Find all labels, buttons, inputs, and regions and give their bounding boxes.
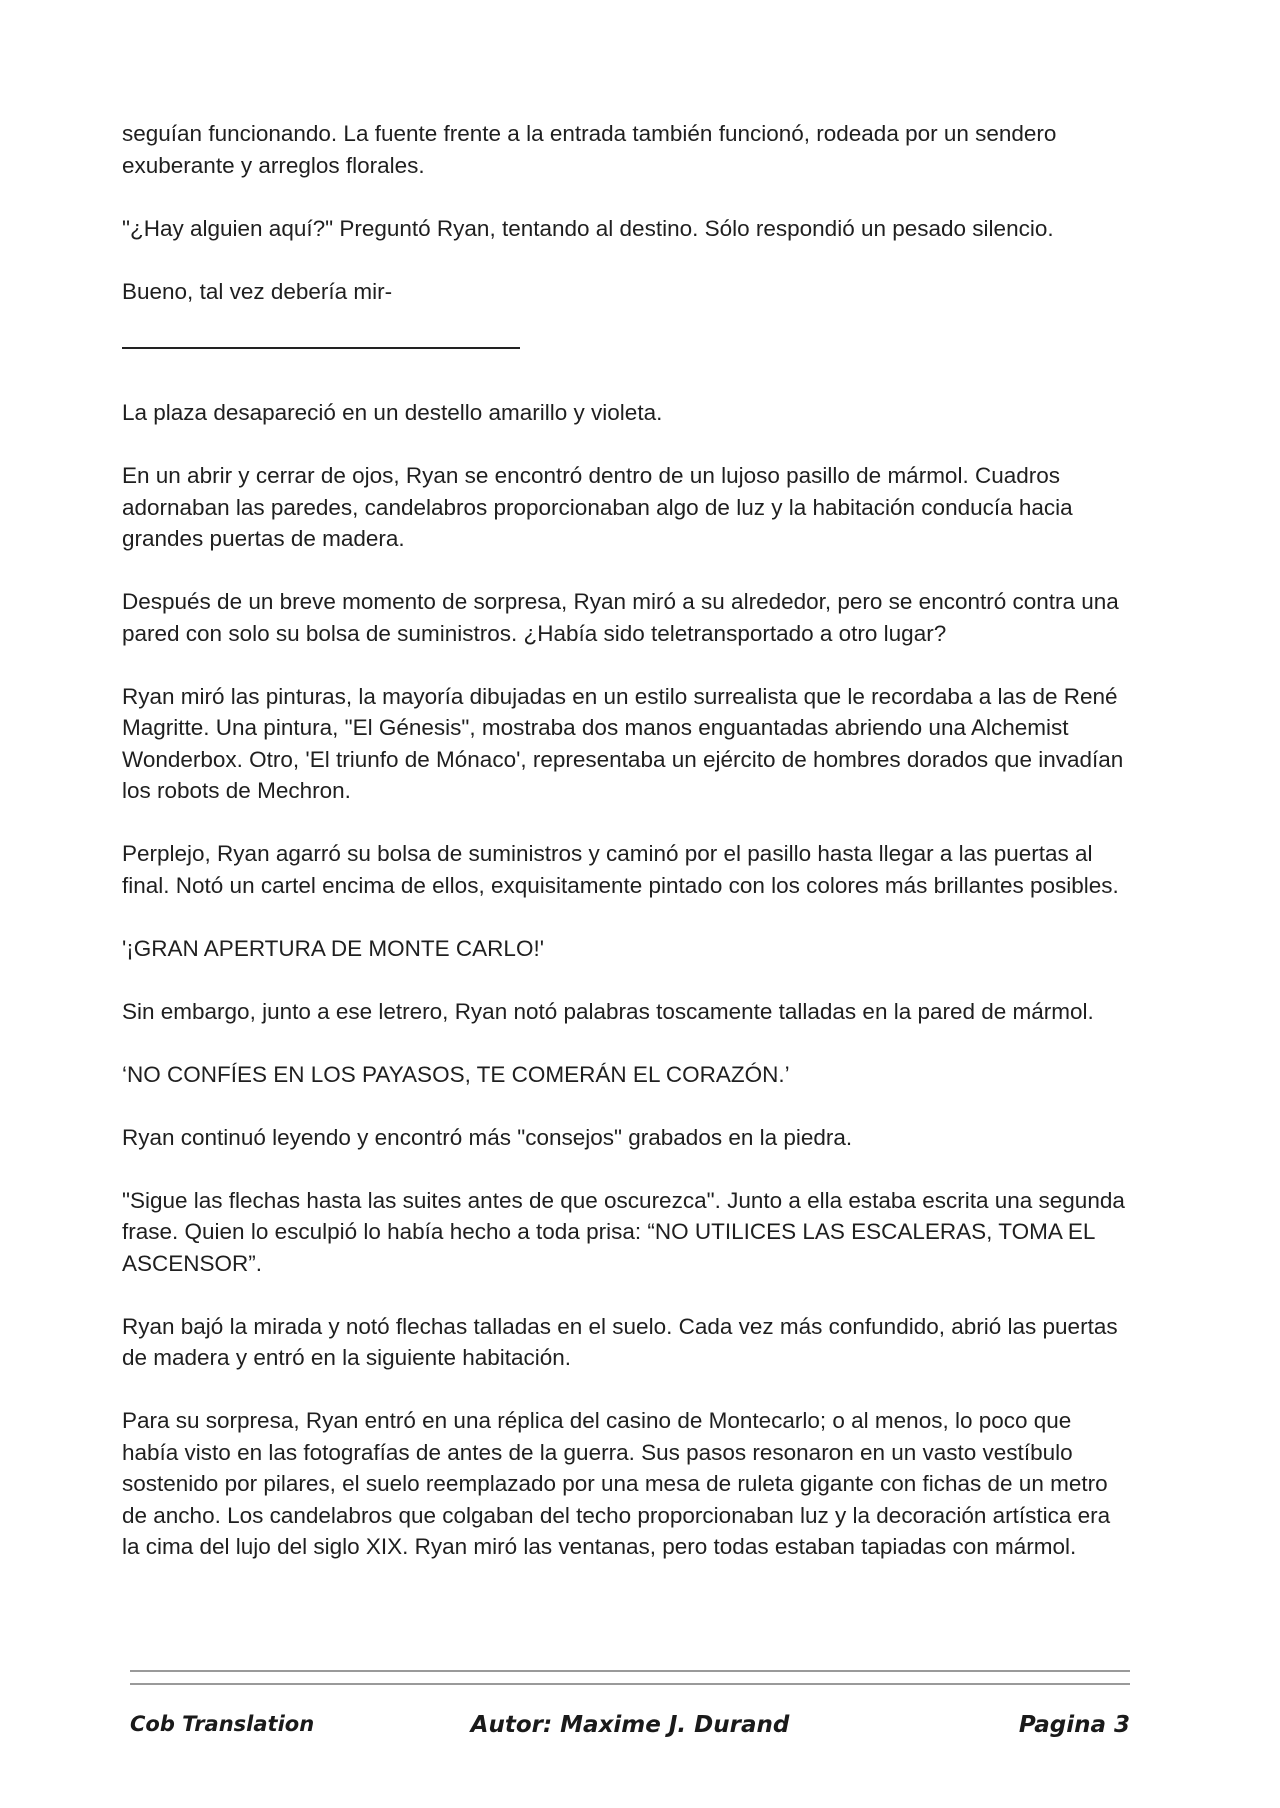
page-body	[122, 118, 1132, 1563]
paragraph: Sin embargo, junto a ese letrero, Ryan notó palabras toscamente talladas en la pared de mármol.	[122, 998, 1094, 1024]
paragraph: ‘NO CONFÍES EN LOS PAYASOS, TE COMERÁN EL CORAZÓN.’	[122, 1061, 790, 1087]
footer-translator: Cob Translation	[130, 1712, 315, 1736]
paragraph: Ryan continuó leyendo y encontró más "consejos" grabados en la piedra.	[122, 1124, 853, 1150]
paragraph: Para su sorpresa, Ryan entró en una réplica del casino de Montecarlo; o al menos, lo poco que había visto en las fotografías de antes de la guerra. Sus pasos resonaron en un vasto vestíbulo sostenido por pilares, el suelo reemplazado por una mesa de ruleta gigante con fichas de un metro de ancho. Los candelabros que colgaban del techo proporcionaban luz y la decoración artística era la cima del lujo del siglo XIX. Ryan miró las ventanas, pero todas estaban tapiadas con mármol.	[122, 1408, 1111, 1559]
paragraph: "Sigue las flechas hasta las suites antes de que oscurezca". Junto a ella estaba escrita una segunda frase. Quien lo esculpió lo había hecho a toda prisa: “NO UTILICES LAS ESCALERAS, TOMA EL ASCENSOR”.	[122, 1187, 1125, 1276]
paragraph: Bueno, tal vez debería mir-	[122, 278, 393, 304]
paragraph: Ryan bajó la mirada y notó flechas talladas en el suelo. Cada vez más confundido, abrió las puertas de madera y entró en la siguiente habitación.	[122, 1313, 1118, 1370]
section-divider	[122, 347, 520, 349]
paragraph: '¡GRAN APERTURA DE MONTE CARLO!'	[122, 935, 544, 961]
footer-author: Autor: Maxime J. Durand	[470, 1712, 790, 1738]
paragraph: "¿Hay alguien aquí?" Preguntó Ryan, tentando al destino. Sólo respondió un pesado silencio.	[122, 215, 1054, 241]
paragraph: En un abrir y cerrar de ojos, Ryan se encontró dentro de un lujoso pasillo de mármol. Cuadros adornaban las paredes, candelabros proporcionaban algo de luz y la habitación conducía hacia grandes puertas de madera.	[122, 463, 1073, 551]
paragraph: La plaza desapareció en un destello amarillo y violeta.	[122, 400, 663, 425]
paragraph: Ryan miró las pinturas, la mayoría dibujadas en un estilo surrealista que le recordaba a las de René Magritte. Una pintura, "El Génesis", mostraba dos manos enguantadas abriendo una Alchemist Wonderbox. Otro, 'El triunfo de Mónaco', representaba un ejército de hombres dorados que invadían los robots de Mechron.	[122, 683, 1124, 803]
footer-rule-top	[130, 1670, 1130, 1672]
paragraph: seguían funcionando. La fuente frente a la entrada también funcionó, rodeada por un sendero exuberante y arreglos florales.	[122, 121, 1057, 178]
paragraph: Perplejo, Ryan agarró su bolsa de suministros y caminó por el pasillo hasta llegar a las puertas al final. Notó un cartel encima de ellos, exquisitamente pintado con los colores más brillantes posibles.	[122, 841, 1119, 898]
page-footer	[130, 1712, 1130, 1744]
footer-page-number: Pagina 3	[1018, 1712, 1130, 1738]
paragraph: Después de un breve momento de sorpresa, Ryan miró a su alrededor, pero se encontró contra una pared con solo su bolsa de suministros. ¿Había sido teletransportado a otro lugar?	[122, 589, 1119, 646]
footer-rule-bottom	[130, 1683, 1130, 1685]
